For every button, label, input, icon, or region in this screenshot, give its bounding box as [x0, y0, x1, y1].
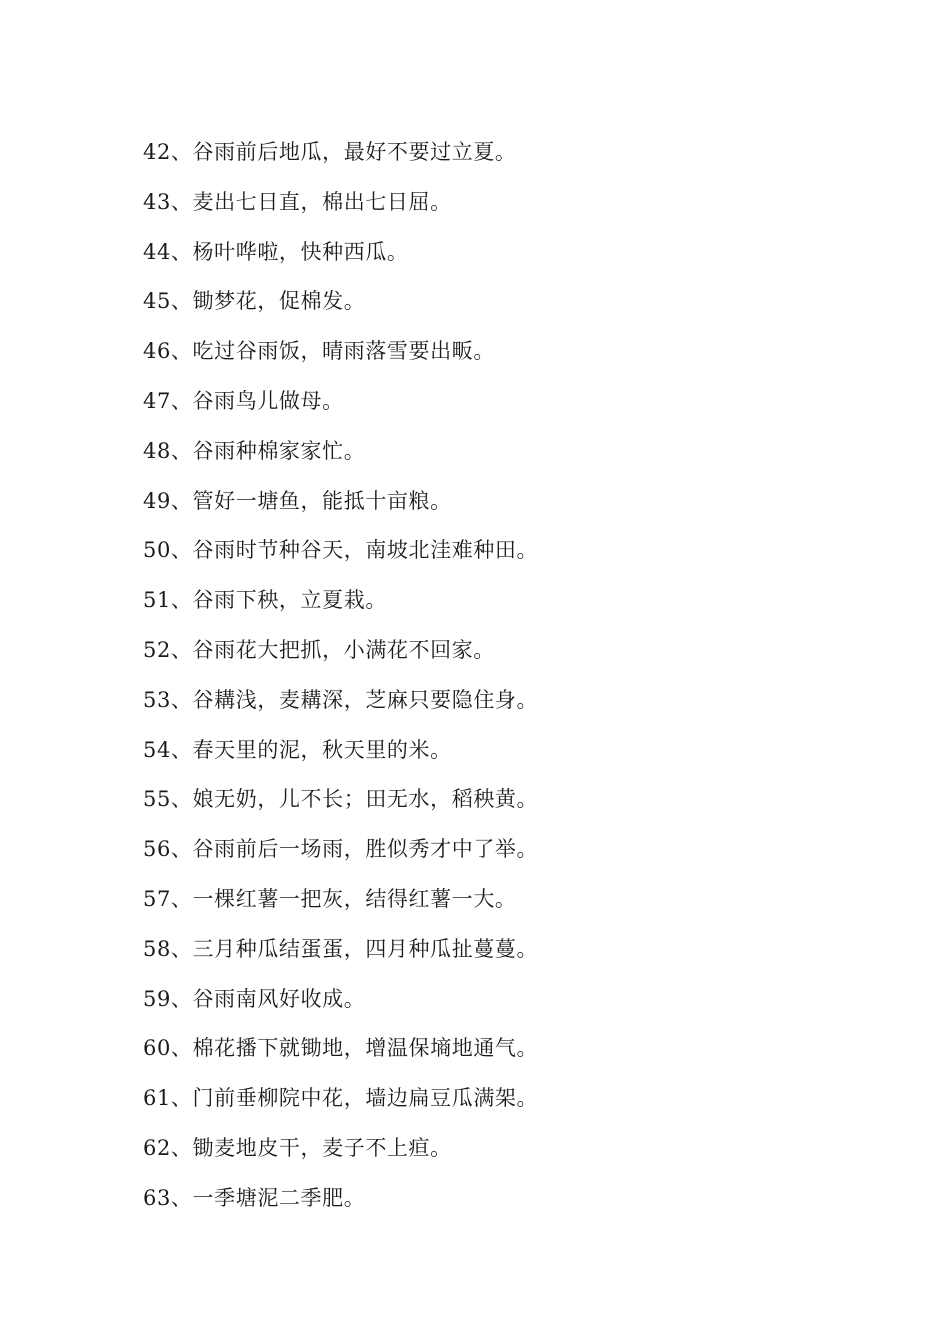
- list-item: 46、吃过谷雨饭，晴雨落雪要出畈。: [143, 339, 495, 364]
- proverb-list: [143, 134, 903, 1230]
- list-item: 44、杨叶哗啦，快种西瓜。: [143, 239, 409, 264]
- list-item: 61、门前垂柳院中花，墙边扁豆瓜满架。: [143, 1086, 539, 1111]
- list-item: 54、春天里的泥，秋天里的米。: [143, 737, 452, 762]
- list-item: 60、棉花播下就锄地，增温保墒地通气。: [143, 1036, 539, 1061]
- list-item: 56、谷雨前后一场雨，胜似秀才中了举。: [143, 837, 539, 862]
- list-item: 59、谷雨南风好收成。: [143, 986, 366, 1011]
- list-item: 50、谷雨时节种谷天，南坡北洼难种田。: [143, 538, 539, 563]
- list-item: 55、娘无奶，儿不长；田无水，稻秧黄。: [143, 787, 539, 812]
- list-item: 63、一季塘泥二季肥。: [143, 1185, 366, 1210]
- list-item: 58、三月种瓜结蛋蛋，四月种瓜扯蔓蔓。: [143, 936, 539, 961]
- list-item: 48、谷雨种棉家家忙。: [143, 438, 366, 463]
- list-item: 57、一棵红薯一把灰，结得红薯一大。: [143, 886, 517, 911]
- list-item: 43、麦出七日直，棉出七日屈。: [143, 189, 452, 214]
- list-item: 47、谷雨鸟儿做母。: [143, 388, 344, 413]
- list-item: 51、谷雨下秧，立夏栽。: [143, 588, 387, 613]
- list-item: 53、谷耩浅，麦耩深，芝麻只要隐住身。: [143, 687, 539, 712]
- list-item: 62、锄麦地皮干，麦子不上疸。: [143, 1135, 452, 1160]
- list-item: 49、管好一塘鱼，能抵十亩粮。: [143, 488, 452, 513]
- list-item: 52、谷雨花大把抓，小满花不回家。: [143, 637, 495, 662]
- list-item: 45、锄梦花，促棉发。: [143, 289, 366, 314]
- list-item: 42、谷雨前后地瓜，最好不要过立夏。: [143, 140, 517, 164]
